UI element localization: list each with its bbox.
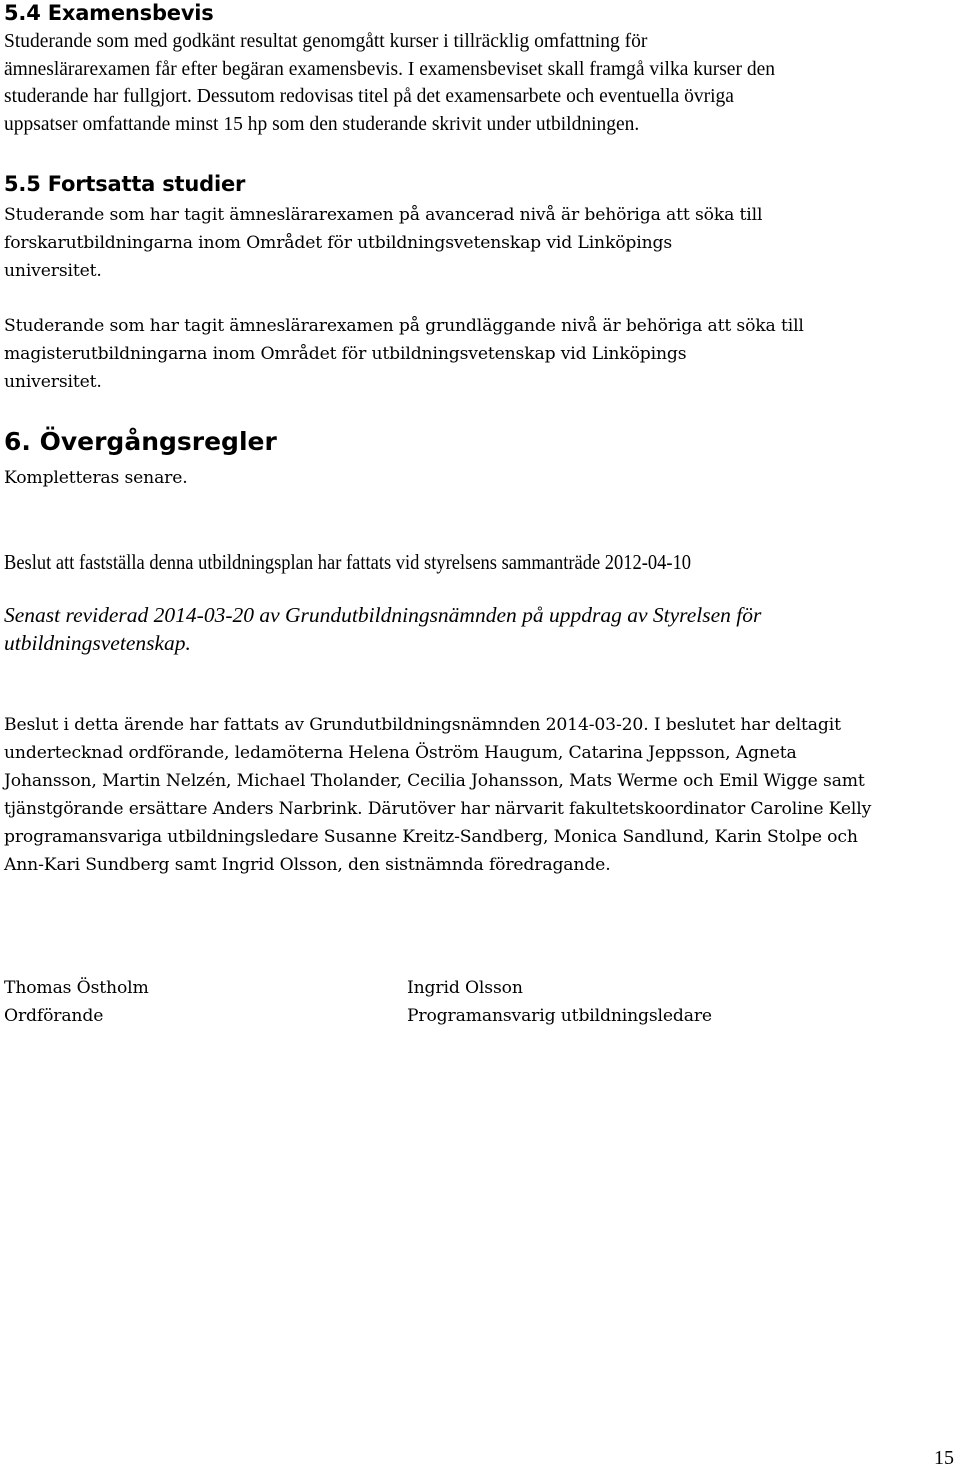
text-line: universitet. xyxy=(4,372,102,392)
text-line: undertecknad ordförande, ledamöterna Helena Öström Haugum, Catarina Jeppsson, Agneta xyxy=(4,743,797,763)
text-line: Studerande som har tagit ämneslärarexamen på grundläggande nivå är behöriga att söka till xyxy=(4,316,804,336)
signatory-name: Thomas Östholm xyxy=(4,978,149,998)
text-line: ämneslärarexamen får efter begäran examensbevis. I examensbeviset skall framgå vilka kurser den xyxy=(4,58,775,80)
decision-statement: Beslut att fastställa denna utbildningsplan har fattats vid styrelsens sammanträde 2012-04-10 xyxy=(4,550,692,574)
text-line: Studerande som har tagit ämneslärarexamen på avancerad nivå är behöriga att söka till xyxy=(4,205,763,225)
text-line: magisterutbildningarna inom Området för utbildningsvetenskap vid Linköpings xyxy=(4,344,687,364)
signatory-role: Ordförande xyxy=(4,1006,104,1026)
signatory-name: Ingrid Olsson xyxy=(407,978,523,998)
page-number: 15 xyxy=(934,1447,954,1469)
text-line: Senast reviderad 2014-03-20 av Grundutbildningsnämnden på uppdrag av Styrelsen för xyxy=(4,603,762,627)
text-line: Studerande som med godkänt resultat genomgått kurser i tillräcklig omfattning för xyxy=(4,31,648,52)
text-line: Beslut i detta ärende har fattats av Grundutbildningsnämnden 2014-03-20. I beslutet har deltagit xyxy=(4,715,841,735)
revision-note xyxy=(4,601,761,657)
text-line: utbildningsvetenskap. xyxy=(4,631,191,655)
text-line: programansvariga utbildningsledare Susanne Kreitz-Sandberg, Monica Sandlund, Karin Stolpe och xyxy=(4,827,858,847)
participants-paragraph xyxy=(4,711,871,879)
section-heading-5-4: 5.4 Examensbevis xyxy=(4,1,214,25)
section-heading-6: 6. Övergångsregler xyxy=(4,427,277,456)
text-line: Ann-Kari Sundberg samt Ingrid Olsson, den sistnämnda föredragande. xyxy=(4,855,611,875)
signature-block-chair xyxy=(4,974,149,1030)
section-5-5-paragraph-2 xyxy=(4,312,804,396)
section-heading-5-5: 5.5 Fortsatta studier xyxy=(4,172,246,196)
section-5-4-body xyxy=(4,28,775,138)
signatory-role: Programansvarig utbildningsledare xyxy=(407,1006,712,1026)
text-line: Johansson, Martin Nelzén, Michael Tholander, Cecilia Johansson, Mats Werme och Emil Wigge samt xyxy=(4,771,865,791)
section-5-5-paragraph-1 xyxy=(4,201,762,285)
signature-block-program-lead xyxy=(407,974,712,1030)
text-line: tjänstgörande ersättare Anders Narbrink. Därutöver har närvarit fakultetskoordinator Caroline Kelly xyxy=(4,799,872,819)
text-line: studerande har fullgjort. Dessutom redovisas titel på det examensarbete och eventuella övriga xyxy=(4,86,734,107)
section-6-text: Kompletteras senare. xyxy=(4,468,188,488)
text-line: universitet. xyxy=(4,261,102,281)
text-line: uppsatser omfattande minst 15 hp som den studerande skrivit under utbildningen. xyxy=(4,113,640,135)
text-line: forskarutbildningarna inom Området för utbildningsvetenskap vid Linköpings xyxy=(4,233,673,253)
